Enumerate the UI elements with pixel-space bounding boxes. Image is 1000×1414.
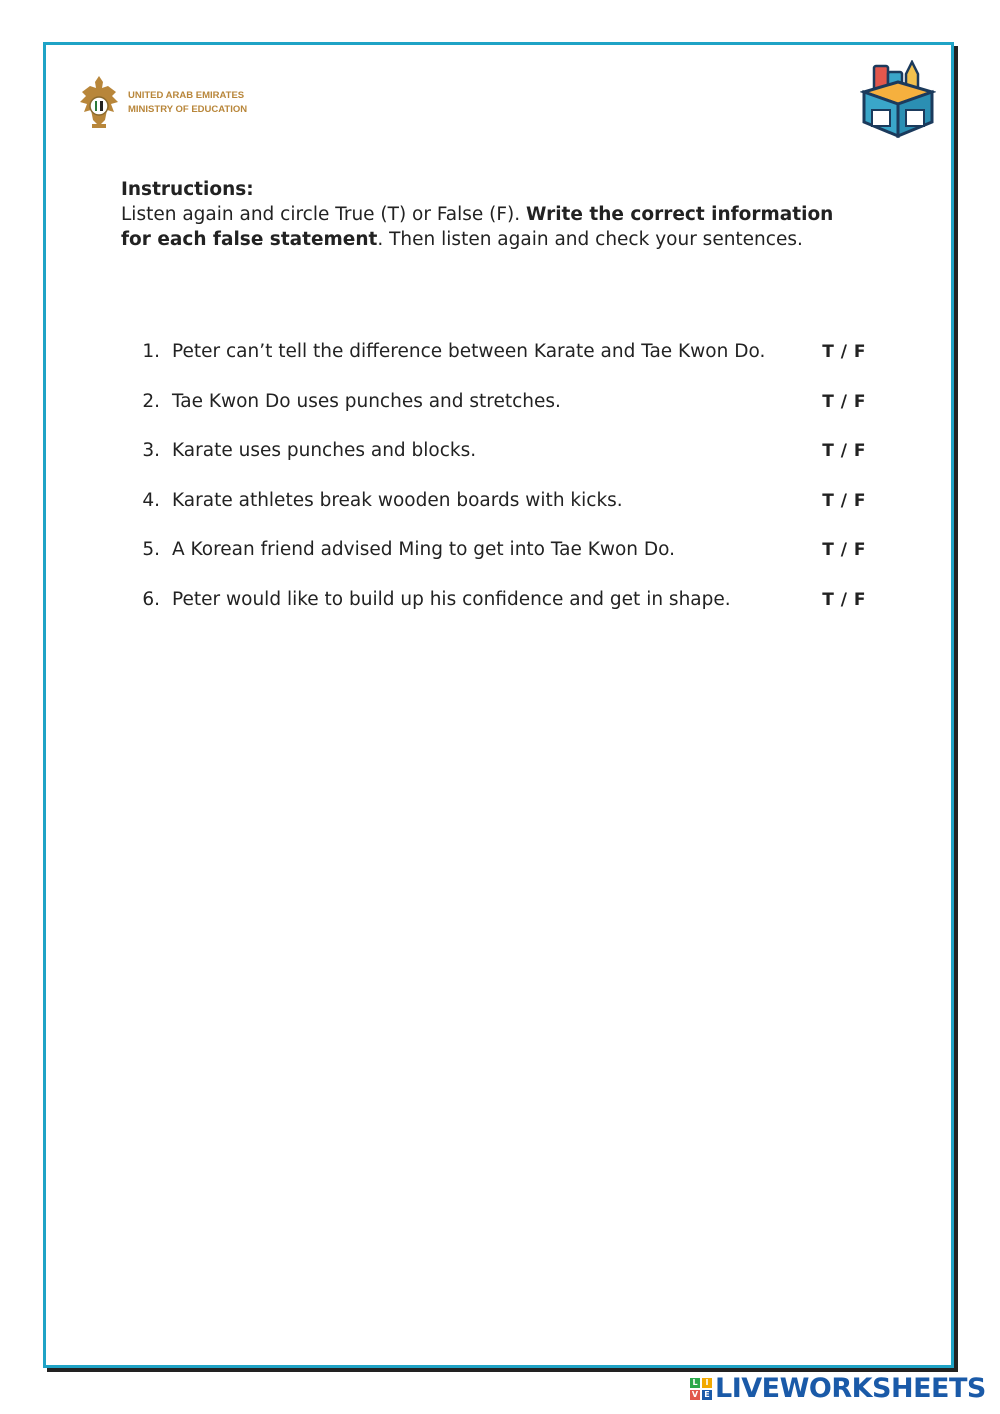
logo-letter-l: L bbox=[690, 1378, 700, 1388]
instructions-text-end: . Then listen again and check your sentences. bbox=[377, 229, 803, 250]
item-statement: Peter would like to build up his confidence and get in shape. bbox=[172, 588, 731, 610]
instructions-bold: Write the correct information for each false statement bbox=[121, 204, 834, 250]
true-false-choice[interactable]: T / F bbox=[822, 490, 866, 511]
true-false-choice[interactable]: T / F bbox=[822, 540, 866, 560]
item-number: 4. bbox=[142, 489, 160, 511]
logo-line-1: UNITED ARAB EMIRATES bbox=[128, 90, 245, 101]
item-statement: Karate uses punches and blocks. bbox=[172, 440, 477, 461]
list-item bbox=[121, 391, 866, 441]
statement-list bbox=[121, 341, 866, 638]
item-statement: A Korean friend advised Ming to get into Tae Kwon Do. bbox=[172, 539, 676, 560]
item-number: 5. bbox=[142, 539, 160, 560]
true-false-choice[interactable]: T / F bbox=[822, 589, 866, 610]
item-number: 6. bbox=[142, 588, 160, 610]
true-false-choice[interactable]: T / F bbox=[822, 391, 866, 412]
instructions-block bbox=[121, 177, 861, 252]
item-statement: Tae Kwon Do uses punches and stretches. bbox=[172, 390, 561, 412]
liveworksheets-brand: LIVEWORKSHEETS bbox=[715, 1373, 986, 1404]
item-number: 2. bbox=[142, 390, 160, 412]
instructions-heading: Instructions: bbox=[121, 179, 254, 200]
list-item bbox=[121, 490, 866, 540]
logo-letter-v: V bbox=[691, 1389, 699, 1399]
list-item bbox=[121, 539, 866, 589]
liveworksheets-logo-icon bbox=[690, 1378, 712, 1400]
instructions-text: Listen again and circle True (T) or False (F). bbox=[121, 204, 527, 225]
list-item bbox=[121, 440, 866, 490]
logo-letter-i: I bbox=[702, 1378, 712, 1388]
logo-letter-e: E bbox=[702, 1390, 712, 1400]
logo-line-2: MINISTRY OF EDUCATION bbox=[128, 104, 248, 115]
item-number: 3. bbox=[142, 440, 160, 461]
liveworksheets-footer bbox=[690, 1373, 986, 1404]
book-box-icon bbox=[860, 60, 936, 138]
true-false-choice[interactable]: T / F bbox=[822, 342, 866, 362]
ministry-logo bbox=[78, 72, 247, 134]
item-number: 1. bbox=[142, 341, 160, 362]
list-item bbox=[121, 589, 866, 639]
true-false-choice[interactable]: T / F bbox=[822, 441, 866, 461]
item-statement: Peter can’t tell the difference between Karate and Tae Kwon Do. bbox=[172, 341, 766, 362]
item-statement: Karate athletes break wooden boards with kicks. bbox=[172, 489, 623, 511]
list-item bbox=[121, 341, 866, 391]
uae-emblem-icon bbox=[78, 72, 120, 134]
